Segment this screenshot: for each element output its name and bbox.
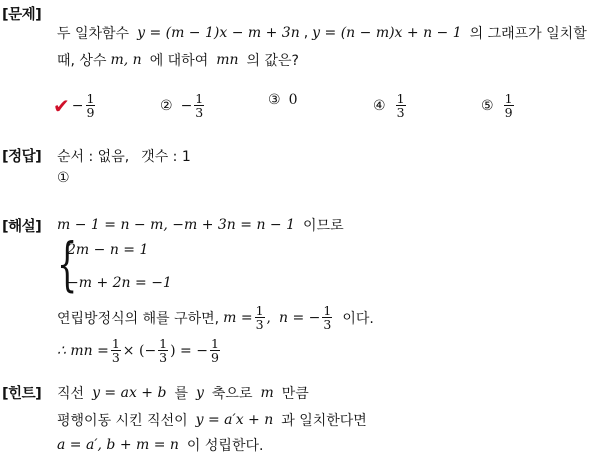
answer-line bbox=[57, 146, 191, 166]
problem-text: 에 대하여 bbox=[149, 53, 209, 69]
choice-fraction bbox=[504, 92, 514, 119]
numerator: 1 bbox=[210, 336, 219, 351]
problem-text: 때, 상수 bbox=[57, 53, 107, 69]
solution-text: 이다. bbox=[342, 310, 374, 327]
choice-fraction bbox=[396, 92, 406, 119]
numerator: 1 bbox=[396, 91, 405, 106]
denominator: 3 bbox=[255, 317, 264, 332]
choices-row bbox=[53, 91, 577, 128]
product-mn: mn bbox=[216, 52, 239, 68]
m-equals: m = bbox=[223, 309, 253, 326]
hint-text: 축으로 bbox=[211, 386, 253, 402]
choice-3[interactable] bbox=[268, 92, 297, 108]
numerator: 1 bbox=[159, 336, 168, 351]
m-variable: m bbox=[260, 385, 274, 401]
denominator: 3 bbox=[396, 105, 405, 120]
denominator: 3 bbox=[323, 317, 332, 332]
hint-label: [힌트] bbox=[2, 386, 42, 402]
equation-system bbox=[57, 230, 257, 298]
problem-label: [문제] bbox=[2, 7, 42, 23]
denominator: 3 bbox=[159, 350, 168, 365]
solution-line-4 bbox=[57, 337, 222, 364]
hint-text: 만큼 bbox=[281, 386, 309, 402]
fraction bbox=[158, 337, 168, 364]
hint-text: 평행이동 시킨 직선이 bbox=[57, 413, 188, 429]
numerator: 1 bbox=[504, 91, 513, 106]
solution-line-3 bbox=[57, 304, 374, 331]
therefore-mn: ∴ mn = bbox=[57, 342, 109, 359]
hint-line-2 bbox=[57, 410, 367, 430]
shifted-line-equation: y = a′x + n bbox=[195, 412, 274, 428]
problem-line-1 bbox=[57, 23, 587, 43]
hint-text: 과 일치한다면 bbox=[281, 413, 367, 429]
comma: , bbox=[266, 309, 271, 326]
solution-equation: m − 1 = n − m, −m + 3n = n − 1 bbox=[57, 217, 296, 233]
choice-2[interactable] bbox=[160, 92, 206, 119]
fraction bbox=[255, 304, 265, 331]
problem-text: 의 값은? bbox=[246, 53, 299, 69]
fraction bbox=[111, 337, 121, 364]
solution-text: 이므로 bbox=[303, 218, 344, 234]
choice-fraction bbox=[194, 92, 204, 119]
left-brace-icon: { bbox=[57, 230, 78, 298]
choice-1[interactable] bbox=[53, 91, 97, 120]
denominator: 9 bbox=[210, 350, 219, 365]
problem-text: 의 그래프가 일치할 bbox=[469, 26, 587, 42]
problem-text: 두 일차함수 bbox=[57, 26, 130, 42]
numerator: 1 bbox=[323, 303, 332, 318]
choice-number: ⑤ bbox=[481, 97, 494, 114]
answer-order: 순서 : 없음, bbox=[57, 149, 130, 165]
system-equation-2: −m + 2n = −1 bbox=[67, 275, 172, 291]
choice-sign: − bbox=[71, 97, 84, 114]
hint-text: 이 성립한다. bbox=[186, 438, 264, 454]
n-equals: n = − bbox=[279, 309, 321, 326]
choice-value: 0 bbox=[288, 92, 298, 108]
variables: m, n bbox=[110, 52, 142, 68]
equation-2: y = (n − m)x + n − 1 bbox=[312, 25, 462, 41]
solution-line-1 bbox=[57, 215, 344, 235]
numerator: 1 bbox=[255, 303, 264, 318]
hint-line-1 bbox=[57, 383, 309, 403]
times-operator: × (− bbox=[122, 342, 157, 359]
solution-label: [해설] bbox=[2, 219, 42, 235]
choice-number: ② bbox=[160, 97, 173, 114]
answer-label: [정답] bbox=[2, 149, 42, 165]
hint-line-3 bbox=[57, 435, 263, 455]
denominator: 9 bbox=[86, 105, 95, 120]
choice-5[interactable] bbox=[481, 92, 516, 119]
solution-text: 연립방정식의 해를 구하면, bbox=[57, 310, 220, 327]
fraction bbox=[322, 304, 332, 331]
choice-number: ④ bbox=[373, 97, 386, 114]
y-variable: y bbox=[195, 385, 204, 401]
choice-fraction bbox=[86, 92, 96, 119]
choice-4[interactable] bbox=[373, 92, 408, 119]
fraction bbox=[210, 337, 220, 364]
choice-number: ③ bbox=[268, 92, 281, 108]
equals-operator: ) = − bbox=[170, 342, 208, 359]
equation-1: y = (m − 1)x − m + 3n bbox=[137, 25, 300, 41]
system-equation-1: 2m − n = 1 bbox=[67, 242, 149, 258]
comma: , bbox=[303, 25, 309, 41]
numerator: 1 bbox=[86, 91, 95, 106]
answer-count: 갯수 : 1 bbox=[141, 149, 191, 165]
hint-text: 를 bbox=[174, 386, 188, 402]
hint-text: 직선 bbox=[57, 386, 85, 402]
numerator: 1 bbox=[195, 91, 204, 106]
condition-equation: a = a′, b + m = n bbox=[57, 437, 179, 453]
choice-sign: − bbox=[180, 97, 193, 114]
numerator: 1 bbox=[111, 336, 120, 351]
problem-line-2 bbox=[57, 50, 299, 70]
check-mark-icon: ✔ bbox=[53, 93, 70, 118]
answer-value: ① bbox=[57, 170, 70, 186]
denominator: 3 bbox=[195, 105, 204, 120]
line-equation: y = ax + b bbox=[92, 385, 167, 401]
denominator: 9 bbox=[504, 105, 513, 120]
denominator: 3 bbox=[111, 350, 120, 365]
